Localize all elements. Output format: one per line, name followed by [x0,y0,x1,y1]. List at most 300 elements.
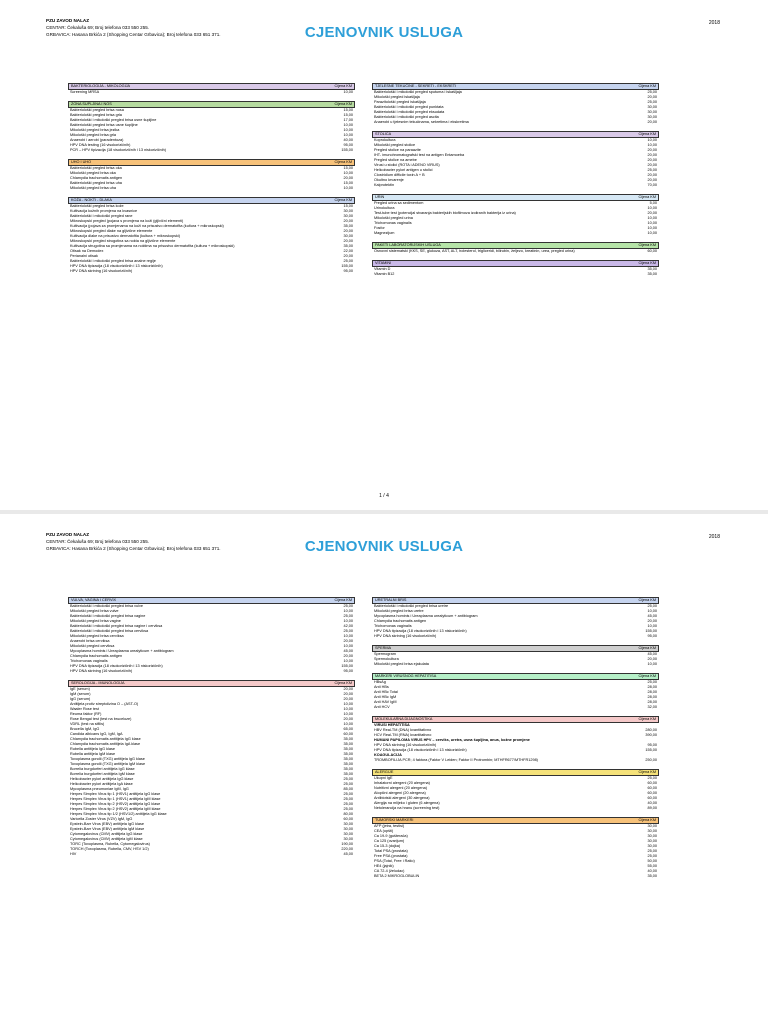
service-name: Okultno krvarenje [374,178,404,182]
price-section [372,673,659,710]
service-price: 155,00 [341,664,353,668]
service-name: Chlamydia trachomatis antigen [70,176,123,180]
service-name: Mycoplasma pneumoniae IgM, IgG [70,787,129,791]
service-price: 20,00 [647,178,657,182]
left-column [68,597,355,863]
service-price: 95,00 [647,743,657,747]
year: 2018 [708,534,720,540]
service-name: HPV DNA tipizacija (18 visokorizičnih i 13 niskorizičnih) [374,629,467,633]
service-name: Anti HCV [374,705,390,709]
section-header [372,769,659,776]
section-header [68,597,355,604]
service-name: Chlamydia trachomatis antigen [70,654,123,658]
price-row [68,186,355,191]
service-name: Bakteriološki i mikološki pregled brisa usne šupljine [70,118,157,122]
price-section [372,769,659,811]
service-price: 25,00 [647,680,657,684]
service-price: 60,00 [647,786,657,790]
service-name: Kultivacija dlake na prisustvo dermatofita (kultura + mikroskopski) [70,234,181,238]
price-column-label: Cijena KM [334,681,352,685]
price-row [372,231,659,236]
service-price: 25,00 [647,604,657,608]
price-section [372,260,659,277]
price-section [68,680,355,857]
service-price: 220,00 [341,847,353,851]
service-name: Mikološki pregled brisa oka [70,171,116,175]
service-name: Bakteriološki pregled brisa oka [70,166,122,170]
service-name: TORC (Toxoplasma, Rubella, Cytomegalovirus) [70,842,150,846]
price-column-label: Cijena KM [638,717,656,721]
service-name: Borrelia burgdorferi antitijela IgM klase [70,772,135,776]
service-name: Bakteriološki i mikološki pregled brisa vagine [70,614,146,618]
price-row [372,662,659,667]
service-name: Toxoplasma gondii (TXG) antitijela IgM klase [70,762,146,766]
service-price: 45,00 [647,614,657,618]
service-price: 10,00 [647,206,657,210]
centar-address: CENTAR: Čekaluša 69; Broj telefona 033 550 255. [46,25,150,30]
price-section [68,83,355,95]
price-section [68,597,355,674]
service-price: 25,00 [647,776,657,780]
service-name: Mikološki pregled urina [374,216,413,220]
service-price: 95,00 [343,269,353,273]
service-price: 10,00 [647,138,657,142]
service-price: 30,00 [647,829,657,833]
service-price: 10,00 [647,143,657,147]
service-price: 35,00 [343,757,353,761]
section-header [68,197,355,204]
price-section [372,597,659,639]
service-price: 30,00 [647,834,657,838]
service-name: Reuma faktor (RF) [70,712,102,716]
service-name: Pregled stolice na amebe [374,158,417,162]
service-name: PCR – HPV tipizacija (18 visokorizičnih i 13 niskorizičnih) [70,148,167,152]
price-row [372,806,659,811]
service-name: Ca 125 (ovarijum) [374,839,405,843]
service-price: 155,00 [341,264,353,268]
service-price: 15,00 [343,181,353,185]
service-price: 30,00 [343,837,353,841]
service-name: Vitamin B12 [374,272,395,276]
price-row [372,874,659,879]
service-name: Anti HBc Total [374,690,398,694]
service-name: Koprokultura [374,138,396,142]
section-header [372,817,659,824]
service-price: 60,00 [647,249,657,253]
service-name: Mikološki pregled brisa grla [70,133,117,137]
service-name: Bakteriološki pregled brisa grla [70,113,122,117]
service-price: 25,00 [647,849,657,853]
service-price: 190,00 [341,842,353,846]
service-price: 10,00 [343,634,353,638]
service-name: HBsAg [374,680,386,684]
price-column-label: Cijena KM [334,160,352,164]
service-price: 35,00 [343,762,353,766]
service-name: Bakteriološki i mikološki pregled brisa uretre [374,604,449,608]
price-row [372,758,659,763]
service-name: Ca 15-3 (dojka) [374,844,401,848]
section-title: UHO I UHO [71,160,92,164]
service-name: Anaerobi u tjelesnim tekućinama, sekretima i ekskretima [374,120,469,124]
service-price: 17,00 [343,118,353,122]
service-price: 10,00 [343,171,353,175]
service-price: 10,00 [647,226,657,230]
service-price: 60,00 [647,791,657,795]
service-price: 30,00 [647,839,657,843]
service-name: CEA (opšti) [374,829,394,833]
service-name: Antitijela protiv streptolizina O – (AST-O) [70,702,139,706]
service-price: 10,00 [343,186,353,190]
service-name: Mikološki pregled brisa ejakulata [374,662,429,666]
service-price: 32,00 [647,705,657,709]
service-price: 30,00 [343,822,353,826]
service-price: 10,00 [343,707,353,711]
service-name: Herpes Simplex Virus tip 1 (HSV1) antitijela IgM klase [70,797,161,801]
service-price: 50,00 [647,859,657,863]
section-title: PAKETI LABORATORIJSKIH USLUGA [375,243,441,247]
service-name: Chlamydia trachomatis antigen [374,619,427,623]
service-name: Bakteriološki i mikološki pregled eksudata [374,110,445,114]
service-price: 155,00 [645,629,657,633]
price-column-label: Cijena KM [638,261,656,265]
service-price: 20,00 [647,173,657,177]
section-title: BAKTERIOLOGIJA - MIKOLOGIJA [71,84,131,88]
service-price: 95,00 [343,143,353,147]
price-row [372,120,659,125]
service-price: 28,00 [647,690,657,694]
service-name: Rose Bengal test (test na bruceloze) [70,717,132,721]
price-list-page-1 [0,0,768,510]
service-name: Kalprotektin [374,183,395,187]
service-name: Varicella Zoster Virus (VZV) IgM, IgG [70,817,133,821]
service-name: Perianalni otisak [70,254,98,258]
service-name: Virusi u stolici (ROTA i ADENO VIRUS) [374,163,440,167]
service-price: 10,00 [343,123,353,127]
price-row [68,852,355,857]
service-price: 25,00 [343,797,353,801]
service-price: 10,00 [647,609,657,613]
service-price: 22,00 [343,249,353,253]
price-section [68,197,355,274]
section-title: ZONA SUPLJINA I NOS [71,102,112,106]
service-price: 30,00 [343,214,353,218]
service-price: 35,00 [343,224,353,228]
service-name: HPV DNA skrining (16 visokorizičnih) [374,743,437,747]
service-name: Antibiotski alergeni (30 alergena) [374,796,430,800]
service-name: CA 72-4 (želudac) [374,869,405,873]
service-price: 60,00 [647,796,657,800]
service-price: 30,00 [343,832,353,836]
service-name: Urinokultura [374,206,395,210]
service-price: 20,00 [343,692,353,696]
centar-address: CENTAR: Čekaluša 69; Broj telefona 033 550 255. [46,539,150,544]
service-name: Fosfor [374,226,385,230]
service-price: 25,00 [343,614,353,618]
service-price: 25,00 [647,100,657,104]
service-name: HCV Real-TM (RNA) kvantitativno [374,733,432,737]
service-price: 20,00 [343,176,353,180]
section-header [372,194,659,201]
price-section [372,817,659,879]
service-name: Mikološki pregled brisa uretre [374,609,424,613]
price-section [68,159,355,191]
service-price: 25,00 [343,802,353,806]
service-price: 155,00 [645,748,657,752]
service-name: Candida albicans IgG, IgM, IgA [70,732,123,736]
service-name: Brucella IgM, IgG [70,727,100,731]
service-price: 10,00 [343,722,353,726]
service-price: 20,00 [343,239,353,243]
service-price: 28,00 [647,695,657,699]
price-row [68,669,355,674]
service-name: Epstein-Barr Virus (EBV) antitijela IgM klase [70,827,145,831]
service-price: 20,00 [647,657,657,661]
price-row [68,148,355,153]
service-name: Anti HBs [374,685,389,689]
price-column-label: Cijena KM [334,102,352,106]
price-column-label: Cijena KM [638,132,656,136]
service-price: 45,00 [343,852,353,856]
service-name: Mikološki pregled stolice [374,143,416,147]
service-price: 25,00 [343,807,353,811]
service-price: 40,00 [647,801,657,805]
service-price: 25,00 [343,604,353,608]
service-name: PSA (Total, Free i Ratio) [374,859,415,863]
service-price: 10,00 [343,128,353,132]
service-price: 10,00 [647,662,657,666]
price-row [372,183,659,188]
service-price: 35,00 [343,767,353,771]
service-price: 10,00 [647,624,657,628]
service-name: Trichomonas vaginalis [70,659,108,663]
service-name: TROMBOFILIJA PCR; 4 faktora (Faktor V Leiden; Faktor II Protrombin; MTHFR677/MTHFR1298) [374,758,538,762]
service-price: 15,00 [343,166,353,170]
service-name: Spermogram [374,652,396,656]
section-header [68,680,355,687]
service-price: 10,00 [343,90,353,94]
service-price: 35,00 [343,742,353,746]
service-price: 10,00 [647,216,657,220]
service-name: Bakteriološki i mikološki pregled brisa vagine i cerviksa [70,624,163,628]
price-section [372,716,659,763]
section-title: SPERMA [375,646,392,650]
service-name: HIV [70,852,77,856]
service-price: 20,00 [647,95,657,99]
service-name: TORCH (Toxoplasma, Rubella, CMV, HSV 1/2) [70,847,149,851]
price-section [372,242,659,254]
service-price: 20,00 [343,717,353,721]
section-title: KOŽA - NOKTI - DLAKA [71,198,112,202]
service-name: HPV DNA testing (16 visokorizičnih) [70,143,131,147]
service-price: 40,00 [343,138,353,142]
service-name: VIRUSI HEPATITISA [374,723,410,727]
service-name: Bakteriološki i mikološki pregled punktata [374,105,444,109]
service-name: HE4 (jajnik) [374,864,394,868]
service-name: Helicobacter pylori antigen u stolici [374,168,433,172]
section-title: VULVA, VAGINA I CERVIX [71,598,117,602]
section-header [68,83,355,90]
service-name: Magnezijum [374,231,395,235]
service-price: 45,00 [343,649,353,653]
service-price: 35,00 [647,874,657,878]
service-price: 95,00 [343,669,353,673]
service-price: 89,00 [647,806,657,810]
section-header [372,716,659,723]
service-name: HPV DNA tipizacija (18 visokorizičnih i 13 niskorizičnih) [70,264,163,268]
service-name: IHT- imunohromatografski test na antigen Entamoeba [374,153,465,157]
page-title: CJENOVNIK USLUGA [304,24,464,41]
grbavica-address: GRBAVICA: Hasana Brkića 2 (Shopping Centar Grbavica); Broj telefona 033 651 371. [46,32,221,37]
service-name: Ukupni IgE [374,776,393,780]
service-price: 35,00 [647,267,657,271]
section-header [372,673,659,680]
service-name: Screening MRSA [70,90,100,94]
service-name: Mikološki pregled cerviksa [70,644,115,648]
service-price: 35,00 [343,737,353,741]
section-header [372,242,659,249]
service-price: 60,00 [647,781,657,785]
section-title: ALERGIJE [375,770,394,774]
section-title: MARKERI VIRUSNOG HEPATITISA [375,674,437,678]
service-name: Bakteriološki i mikološki pregled brisa vulve [70,604,144,608]
service-price: 40,00 [647,869,657,873]
service-name: Cytomegalovirus (CMV) antitijela IgM klase [70,837,143,841]
service-price: 25,00 [343,792,353,796]
price-row [372,272,659,277]
price-column-label: Cijena KM [638,598,656,602]
service-name: Waaler Rose test [70,707,99,711]
service-price: 280,00 [645,728,657,732]
service-name: Bakteriološki i mikološki pregled rane [70,214,133,218]
year: 2018 [708,20,720,26]
service-price: 60,00 [343,732,353,736]
price-row [68,90,355,95]
service-price: 80,00 [343,812,353,816]
service-price: 30,00 [647,824,657,828]
service-name: Herpes Simplex Virus tip 1 (HSV1) antitijela IgG klase [70,792,161,796]
right-column [372,83,659,283]
service-name: HPV DNA skrining (16 visokorizičnih) [374,634,437,638]
service-price: 10,00 [343,712,353,716]
service-price: 155,00 [341,148,353,152]
service-name: Parazitološki pregled iskašljaja [374,100,426,104]
service-name: Anti HBc IgM [374,695,397,699]
left-column [68,83,355,280]
service-name: Toxoplasma gondii (TXG) antitijela IgG klase [70,757,145,761]
service-price: 20,00 [343,219,353,223]
service-name: Spermokultura [374,657,399,661]
service-name: Mikroskopski pregled strugotina sa nokta na gljivične elemente [70,239,176,243]
service-price: 42,00 [343,624,353,628]
service-name: Test-tube test (potencijal stvaranja bakterijskih biofilmova izoliranih bakterija iz urina) [374,211,516,215]
service-price: 28,00 [647,685,657,689]
service-price: 70,00 [647,183,657,187]
service-price: 20,00 [343,697,353,701]
service-name: Bakteriološki pregled brisa nosa [70,108,124,112]
service-name: Borrelia burgdorferi antitijela IgG klase [70,767,135,771]
section-header [372,645,659,652]
service-price: 10,00 [343,659,353,663]
clinic-name: PZU ZAVOD NALAZ [46,18,90,23]
service-price: 20,00 [343,229,353,233]
service-price: 10,00 [343,702,353,706]
service-price: 25,00 [343,629,353,633]
price-list-page-2 [0,514,768,1024]
service-price: 20,00 [343,654,353,658]
service-name: Bakteriološki i mikološki pregled brisa cerviksa [70,629,149,633]
service-name: Chlamydia trachomatis antitijela IgA klase [70,742,141,746]
service-price: 25,00 [647,854,657,858]
price-column-label: Cijena KM [334,84,352,88]
service-price: 250,00 [645,758,657,762]
service-name: IgE (serum) [70,687,90,691]
price-section [372,83,659,125]
page-number: 1 / 4 [379,493,389,499]
service-name: Bakteriološki pregled brisa kože [70,204,124,208]
service-name: Otisak na Demodex [70,249,104,253]
service-name: Mikološki pregled iskašljaja [374,95,420,99]
service-name: Cytomegalovirus (CMV) antitijela IgG klase [70,832,143,836]
service-name: Clostridium difficile toxin A + B [374,173,425,177]
price-column-label: Cijena KM [638,646,656,650]
service-price: 85,00 [343,787,353,791]
clinic-name: PZU ZAVOD NALAZ [46,532,90,537]
service-name: Mikroskopski pregled (pojava s promjena na koži (gljivični elementi) [70,219,184,223]
service-name: Helicobacter pylori antitijela IgA klase [70,782,133,786]
service-price: 30,00 [647,844,657,848]
service-price: 35,00 [343,747,353,751]
service-name: Mikološki pregled brisa jezika [70,128,120,132]
service-price: 25,00 [647,90,657,94]
price-column-label: Cijena KM [638,84,656,88]
service-name: Netolerancija na hranu (screening test) [374,806,440,810]
service-price: 10,00 [647,231,657,235]
price-column-label: Cijena KM [638,770,656,774]
section-header [372,131,659,138]
service-name: Mikološki pregled brisa uha [70,186,117,190]
service-price: 65,00 [343,727,353,731]
service-name: Mikološki pregled brisa cerviksa [70,634,124,638]
service-name: BETA 2 MIKROGLOBULIN [374,874,420,878]
service-price: 10,00 [647,221,657,225]
service-price: 45,00 [647,652,657,656]
service-name: Mikološki pregled brisa vagine [70,619,121,623]
price-section [372,194,659,236]
price-column-label: Cijena KM [638,674,656,678]
service-name: HPV DNA skrining (16 visokorizičnih) [70,669,133,673]
service-name: Kultivacija (pojava za promjenama na koži na prisustvo dermatofita (kultura + mikroskopski) [70,224,224,228]
service-price: 20,00 [647,153,657,157]
service-name: KOAGULACIJA [374,753,402,757]
service-name: Trichomonas vaginalis [374,221,412,225]
service-price: 28,00 [647,700,657,704]
price-row [372,705,659,710]
service-price: 20,00 [343,639,353,643]
price-column-label: Cijena KM [334,198,352,202]
price-column-label: Cijena KM [334,598,352,602]
service-price: 20,00 [647,619,657,623]
service-price: 20,00 [647,148,657,152]
section-title: URIN [375,195,385,199]
service-name: HBV Real-TM (DNA) kvantitativno [374,728,432,732]
service-name: Pregled stolice na paraazite [374,148,421,152]
price-column-label: Cijena KM [638,818,656,822]
price-row [68,269,355,274]
service-name: HPV DNA tipizacija (18 visokorizičnih i 13 niskorizičnih) [70,664,163,668]
service-name: Mikološki pregled brisa vulve [70,609,119,613]
service-name: Bakteriološki i mikološki pregled ascita [374,115,439,119]
service-price: 15,00 [343,108,353,112]
